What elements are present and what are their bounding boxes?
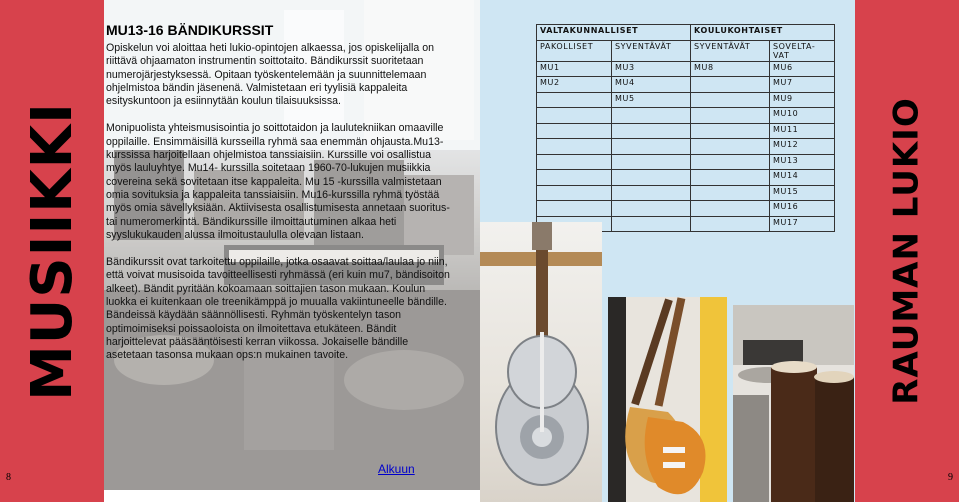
group-header-national: VALTAKUNNALLISET [537,25,691,41]
table-cell: MU16 [770,201,835,217]
table-row [537,61,835,77]
table-cell: MU2 [537,77,612,93]
table-cell [537,123,612,139]
table-row [537,139,835,155]
table-cell [691,77,770,93]
table-cell: MU10 [770,108,835,124]
table-cell: MU5 [612,92,691,108]
column-header: PAKOLLISET [537,40,612,61]
table-cell [537,170,612,186]
column-header: SYVENTÄVÄT [612,40,691,61]
resonator-guitar-photo [480,222,602,502]
table-cell [612,170,691,186]
table-cell: MU15 [770,185,835,201]
table-cell: MU9 [770,92,835,108]
table-cell [691,216,770,232]
table-column-header-row [537,40,835,61]
target-group-paragraph: Bändikurssit ovat tarkoitettu oppilaille, jotka osaavat soittaa/laulaa jo niin, että voivat musisoida tavoitteellisesti ryhmässä (eri kuin mu7, bändisoiton alkeet). Bändit pyritään kokoamaan soittajien tason mukaan. Koulun luokka ei kuitenkaan ole treenikämppä jo muualla vakiintuneelle bändille. Bändeissä käydään säännöllisesti. Ryhmän työskentelyn tason optimoimiseksi poissaoloista on ilmoitettava etukäteen. Bändit harjoittelevat pääsääntöisesti kerran viikossa. Jokaiselle bändille asetetaan tasonsa mukaan ops:n mukainen tavoite. [106,256,450,362]
table-row [537,154,835,170]
table-cell [691,170,770,186]
table-cell [537,92,612,108]
table-cell [612,154,691,170]
table-cell [537,139,612,155]
table-row [537,201,835,217]
page-number-right: 9 [948,472,953,483]
table-row [537,185,835,201]
table-group-header-row [537,25,835,41]
table-cell [537,201,612,217]
table-cell [691,92,770,108]
drums-photo [733,305,854,502]
table-cell: MU13 [770,154,835,170]
left-vertical-title: MUSIIKKI [19,101,85,401]
table-cell: MU3 [612,61,691,77]
table-cell [537,154,612,170]
table-cell [612,139,691,155]
table-cell [537,108,612,124]
section-heading: MU13-16 BÄNDIKURSSIT [106,22,274,38]
table-cell [612,108,691,124]
table-cell: MU4 [612,77,691,93]
guitar-icon [480,222,602,502]
table-cell [691,185,770,201]
drum-icon [733,305,854,502]
right-vertical-title: RAUMAN LUKIO [887,97,927,405]
column-header: SYVENTÄVÄT [691,40,770,61]
table-cell: MU11 [770,123,835,139]
table-cell [612,201,691,217]
left-bottom-strip [104,490,480,502]
table-cell: MU1 [537,61,612,77]
column-header: SOVELTA-VAT [770,40,835,61]
table-cell [612,216,691,232]
table-cell [691,154,770,170]
page-number-left: 8 [6,472,11,483]
table-cell [691,139,770,155]
table-row [537,170,835,186]
group-header-school: KOULUKOHTAISET [691,25,835,41]
table-row [537,77,835,93]
table-cell: MU8 [691,61,770,77]
table-cell: MU14 [770,170,835,186]
intro-paragraph: Opiskelun voi aloittaa heti lukio-opintojen alkaessa, jos opiskelijalla on riittävä ohjaamaton instrumentin soittotaito. Bändikurssit suoritetaan numerojärjestyksessä. Opitaan työskentelemään ja suunnittelemaan ohjelmistoa bändin jäsenenä. Valmistetaan eri tyylisiä kappaleita esityskuntoon ja esiinnytään koulun tilaisuuksissa. [106,42,435,108]
table-cell: MU12 [770,139,835,155]
table-cell: MU17 [770,216,835,232]
course-content-paragraph: Monipuolista yhteismusisointia jo soittotaidon ja laulutekniikan omaaville oppilaille. Ensimmäisillä kursseilla ryhmä saa enemmän ohjausta.Mu13- kurssissa harjoitellaan ohjelmistoa tanssiaisiin. Kurssille voi osallistua myös lauluyhtye. Mu14- kurssilla soitetaan 1960-70-lukujen musiikkia covereina sekä sovitetaan itse kappaleita. Mu 15 -kurssilla valmistetaan omia sovituksia ja kappaleita tanssiaisiin. Mu16-kurssilla ryhmä työstää myös omia sävellyksiään. Aktiivisesta osallistumisesta annetaan suoritus- tai numeromerkintä. Bändikurssille ilmoittautuminen alkaa heti syyslukukauden alussa ilmoitustaululla olevaan listaan. [106,122,450,241]
table-cell [691,108,770,124]
electric-guitars-photo [608,297,727,502]
back-to-top-link[interactable]: Alkuun [378,462,415,476]
table-cell: MU6 [770,61,835,77]
course-description [106,22,454,377]
table-cell: MU7 [770,77,835,93]
table-cell [537,185,612,201]
table-row [537,92,835,108]
electric-guitar-icon [608,297,727,502]
table-cell [691,201,770,217]
table-cell [691,123,770,139]
table-row [537,123,835,139]
course-table [536,24,835,232]
table-cell [612,185,691,201]
table-cell [612,123,691,139]
table-row [537,108,835,124]
